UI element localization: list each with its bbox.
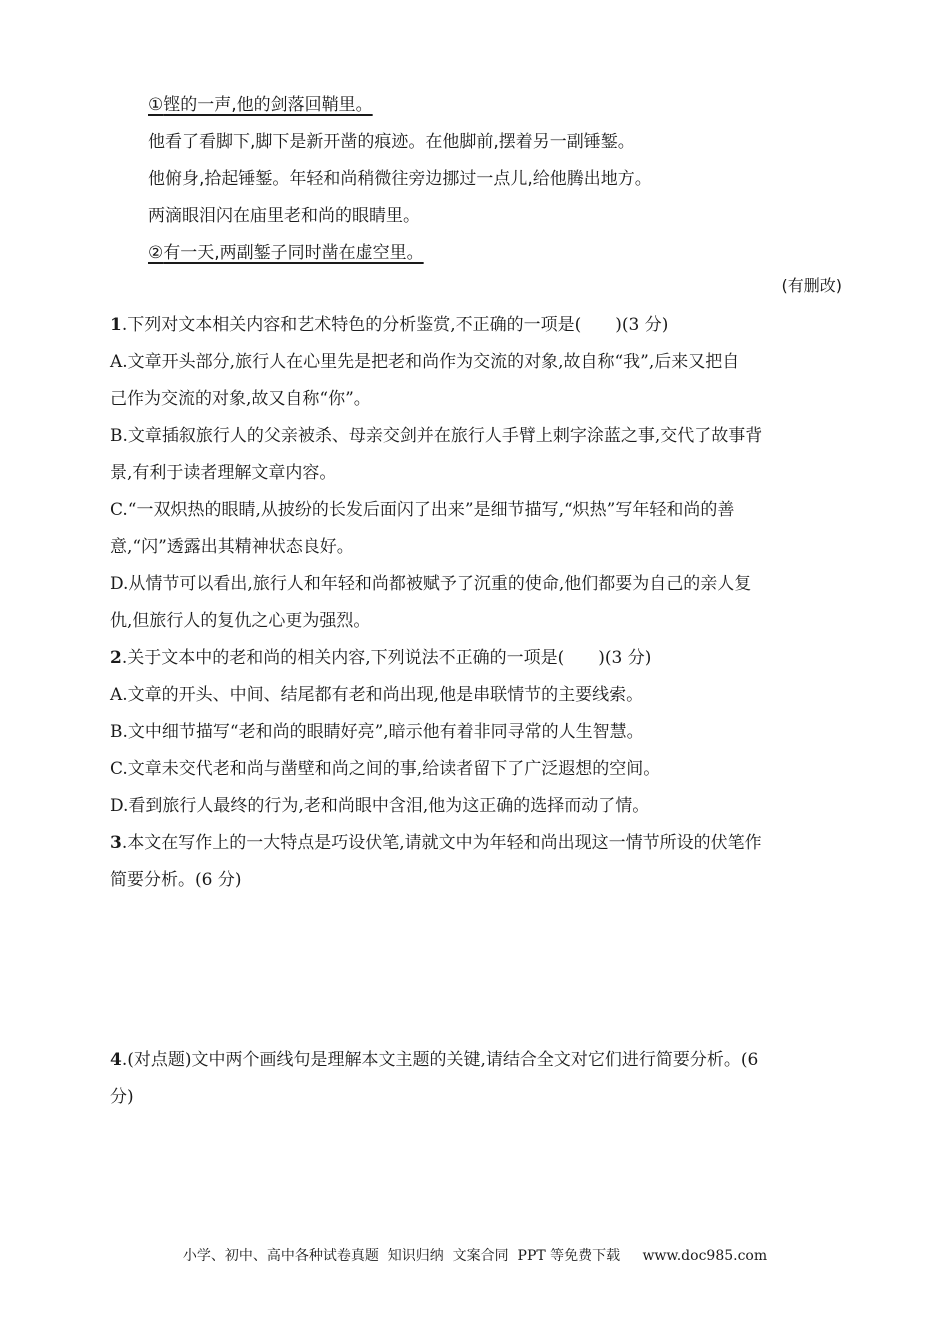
question-1-option-c-cont: 意,“闪”透露出其精神状态良好。 bbox=[110, 537, 354, 557]
question-4-stem: 4.(对点题)文中两个画线句是理解本文主题的关键,请结合全文对它们进行简要分析。(6 bbox=[110, 1050, 759, 1070]
question-2 bbox=[110, 645, 840, 830]
question-1-option-b-cont: 景,有利于读者理解文章内容。 bbox=[110, 463, 337, 483]
question-3 bbox=[110, 830, 840, 904]
question-4 bbox=[110, 1047, 840, 1121]
passage-line-3: 他俯身,拾起锤錾。年轻和尚稍微往旁边挪过一点儿,给他腾出地方。 bbox=[148, 169, 652, 189]
question-1-option-d-cont: 仇,但旅行人的复仇之心更为强烈。 bbox=[110, 611, 371, 631]
question-2-stem: 2.关于文本中的老和尚的相关内容,下列说法不正确的一项是( )(3 分) bbox=[110, 648, 652, 668]
source-note: (有删改) bbox=[781, 276, 842, 295]
question-3-stem: 3.本文在写作上的一大特点是巧设伏笔,请就文中为年轻和尚出现这一情节所设的伏笔作 bbox=[110, 833, 762, 853]
page-footer: 小学、初中、高中各种试卷真题 知识归纳 文案合同 PPT 等免费下载 www.doc985.com bbox=[182, 1248, 768, 1264]
question-1-option-a: A.文章开头部分,旅行人在心里先是把老和尚作为交流的对象,故自称“我”,后来又把自 bbox=[110, 352, 740, 372]
question-1-option-b: B.文章插叙旅行人的父亲被杀、母亲交剑并在旅行人手臂上刺字涂蓝之事,交代了故事背 bbox=[110, 426, 763, 446]
passage-excerpt bbox=[148, 92, 848, 277]
passage-line-5 bbox=[148, 240, 848, 277]
underlined-sentence-2: ②有一天,两副錾子同时凿在虚空里。 bbox=[148, 243, 424, 263]
question-2-option-b: B.文中细节描写“老和尚的眼睛好亮”,暗示他有着非同寻常的人生智慧。 bbox=[110, 722, 644, 742]
passage-line-2: 他看了看脚下,脚下是新开凿的痕迹。在他脚前,摆着另一副锤錾。 bbox=[148, 132, 635, 152]
question-1-option-c: C.“一双炽热的眼睛,从披纷的长发后面闪了出来”是细节描写,“炽热”写年轻和尚的善 bbox=[110, 500, 735, 520]
question-1-option-d: D.从情节可以看出,旅行人和年轻和尚都被赋予了沉重的使命,他们都要为自己的亲人复 bbox=[110, 574, 752, 594]
question-3-stem-cont: 简要分析。(6 分) bbox=[110, 870, 242, 890]
question-1 bbox=[110, 312, 840, 645]
passage-line-4: 两滴眼泪闪在庙里老和尚的眼睛里。 bbox=[148, 206, 420, 226]
question-2-option-a: A.文章的开头、中间、结尾都有老和尚出现,他是串联情节的主要线索。 bbox=[110, 685, 644, 705]
question-1-stem: 1.下列对文本相关内容和艺术特色的分析鉴赏,不正确的一项是( )(3 分) bbox=[110, 315, 669, 335]
question-4-stem-cont: 分) bbox=[110, 1087, 134, 1107]
passage-line-1 bbox=[148, 92, 848, 129]
underlined-sentence-1: ①铿的一声,他的剑落回鞘里。 bbox=[148, 95, 373, 115]
question-2-option-d: D.看到旅行人最终的行为,老和尚眼中含泪,他为这正确的选择而动了情。 bbox=[110, 796, 650, 816]
question-1-option-a-cont: 己作为交流的对象,故又自称“你”。 bbox=[110, 389, 371, 409]
question-2-option-c: C.文章未交代老和尚与凿壁和尚之间的事,给读者留下了广泛遐想的空间。 bbox=[110, 759, 661, 779]
